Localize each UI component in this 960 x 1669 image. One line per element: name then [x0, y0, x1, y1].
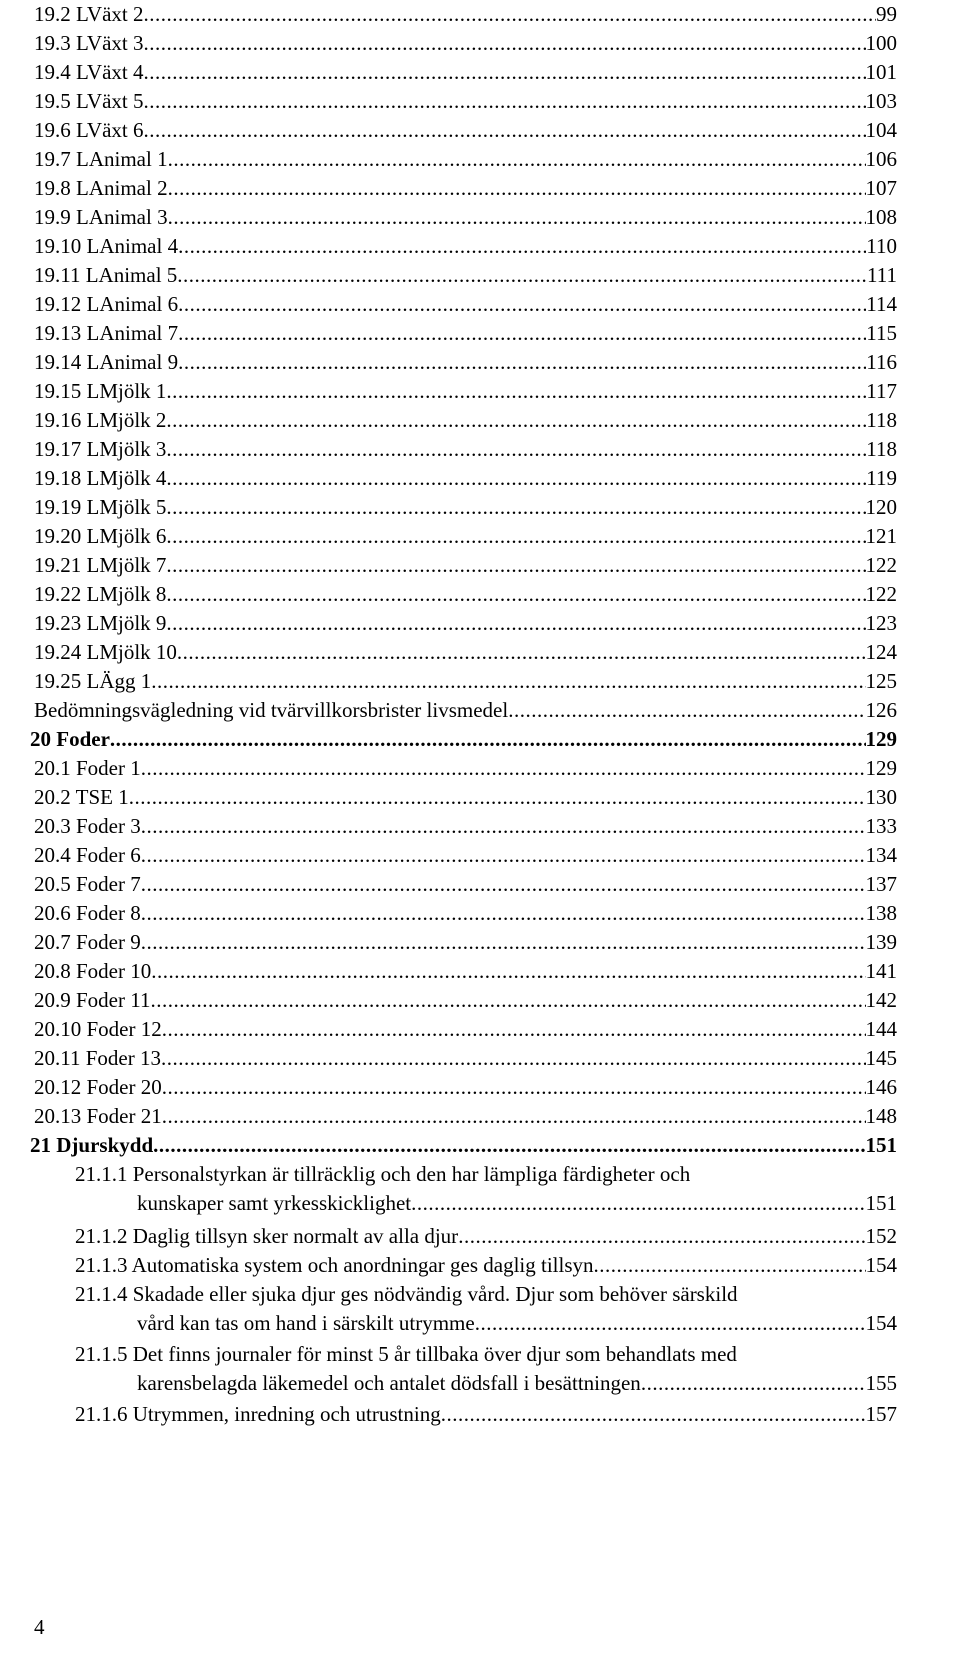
toc-entry-title: 19.9 LAnimal 3 [34, 205, 168, 229]
toc-entry[interactable] [0, 58, 960, 87]
toc-entry-page: 157 [865, 1402, 897, 1426]
toc-entry-page: 115 [866, 321, 897, 345]
toc-entry[interactable] [0, 464, 960, 493]
toc-entry-title: 21 Djurskydd [30, 1133, 154, 1157]
dot-leader [166, 406, 866, 435]
dot-leader [141, 754, 866, 783]
toc-entry-title: 21.1.5 Det finns journaler för minst 5 år tillbaka över djur som behandlats med [75, 1342, 737, 1366]
toc-entry[interactable] [0, 957, 960, 986]
toc-entry-page: 142 [865, 988, 897, 1012]
dot-leader [162, 1102, 866, 1131]
toc-entry-title: 20.4 Foder 6 [34, 843, 141, 867]
toc-entry-page: 110 [866, 234, 897, 258]
toc-entry[interactable] [0, 232, 960, 261]
dot-leader [168, 174, 866, 203]
dot-leader [110, 725, 866, 754]
toc-entry[interactable] [0, 812, 960, 841]
toc-entry-page: 154 [865, 1253, 897, 1277]
toc-entry-page: 123 [865, 611, 897, 635]
toc-entry-title: 20.11 Foder 13 [34, 1046, 161, 1070]
toc-entry-page: 120 [865, 495, 897, 519]
dot-leader [177, 261, 867, 290]
toc-entry[interactable] [0, 1102, 960, 1131]
toc-entry-title: 19.24 LMjölk 10 [34, 640, 177, 664]
toc-entry-page: 99 [876, 2, 897, 26]
toc-entry[interactable] [0, 1073, 960, 1102]
toc-entry-page: 134 [865, 843, 897, 867]
toc-entry-page: 118 [866, 437, 897, 461]
dot-leader [178, 319, 866, 348]
dot-leader [166, 580, 865, 609]
toc-entry-title: 21.1.4 Skadade eller sjuka djur ges nödvändig vård. Djur som behöver särskild [75, 1282, 738, 1306]
toc-entry-page: 155 [865, 1371, 897, 1395]
toc-entry[interactable] [0, 1251, 960, 1280]
toc-entry-title: 19.12 LAnimal 6 [34, 292, 179, 316]
toc-entry-page: 114 [866, 292, 897, 316]
toc-entry[interactable] [0, 1015, 960, 1044]
toc-entry-title-cont: vård kan tas om hand i särskilt utrymme [137, 1311, 475, 1335]
toc-entry-title: 19.18 LMjölk 4 [34, 466, 167, 490]
page-number: 4 [34, 1615, 45, 1639]
toc-entry-title: 19.11 LAnimal 5 [34, 263, 178, 287]
toc-entry[interactable] [0, 87, 960, 116]
toc-entry-title: 20.5 Foder 7 [34, 872, 141, 896]
toc-entry-title: 19.7 LAnimal 1 [34, 147, 168, 171]
toc-entry[interactable] [0, 783, 960, 812]
toc-entry-page: 141 [865, 959, 897, 983]
toc-entry-page: 137 [865, 872, 897, 896]
dot-leader [508, 696, 865, 725]
toc-entry-title: 20.2 TSE 1 [34, 785, 129, 809]
toc-entry[interactable] [0, 841, 960, 870]
toc-entry-page: 151 [865, 1191, 897, 1215]
toc-entry-title: 19.21 LMjölk 7 [34, 553, 167, 577]
toc-entry-page: 148 [865, 1104, 897, 1128]
toc-entry[interactable] [0, 638, 960, 667]
toc-entry-title-cont: karensbelagda läkemedel och antalet dödsfall i besättningen [137, 1371, 641, 1395]
toc-entry-title: 20.10 Foder 12 [34, 1017, 162, 1041]
toc-entry[interactable] [0, 348, 960, 377]
toc-entry-title: 19.19 LMjölk 5 [34, 495, 167, 519]
toc-entry-title: 19.8 LAnimal 2 [34, 176, 168, 200]
toc-entry-page: 129 [865, 756, 897, 780]
dot-leader [166, 493, 865, 522]
toc-chapter-entry[interactable] [0, 725, 960, 754]
toc-entry-page: 121 [865, 524, 897, 548]
dot-leader [161, 1044, 866, 1073]
toc-entry-title: 19.4 LVäxt 4 [34, 60, 144, 84]
dot-leader [162, 1073, 866, 1102]
toc-entry-title: 19.23 LMjölk 9 [34, 611, 167, 635]
toc-entry[interactable] [0, 928, 960, 957]
dot-leader [143, 87, 865, 116]
toc-entry-title: 20.6 Foder 8 [34, 901, 141, 925]
toc-entry[interactable] [0, 290, 960, 319]
dot-leader [168, 145, 866, 174]
toc-entry[interactable] [0, 696, 960, 725]
toc-entry-title: 20.8 Foder 10 [34, 959, 152, 983]
toc-entry[interactable] [0, 29, 960, 58]
toc-entry-title: 20.7 Foder 9 [34, 930, 141, 954]
dot-leader [153, 1131, 865, 1160]
toc-entry[interactable] [0, 522, 960, 551]
toc-entry-title: 19.14 LAnimal 9 [34, 350, 179, 374]
toc-entry-title: 19.6 LVäxt 6 [34, 118, 144, 142]
toc-entry[interactable] [0, 203, 960, 232]
toc-entry-page: 130 [865, 785, 897, 809]
dot-leader [641, 1369, 866, 1398]
toc-entry-title: 19.10 LAnimal 4 [34, 234, 179, 258]
toc-entry-page: 101 [865, 60, 897, 84]
toc-entry-title: 21.1.3 Automatiska system och anordningar ges daglig tillsyn [75, 1253, 594, 1277]
dot-leader [168, 203, 866, 232]
toc-entry-page: 118 [866, 408, 897, 432]
toc-entry-page: 152 [865, 1224, 897, 1248]
toc-entry[interactable] [0, 377, 960, 406]
toc-entry-title: 19.3 LVäxt 3 [34, 31, 144, 55]
toc-entry-title: 19.2 LVäxt 2 [34, 2, 144, 26]
dot-leader [150, 986, 865, 1015]
toc-entry-title: 21.1.6 Utrymmen, inredning och utrustning [75, 1402, 441, 1426]
toc-entry[interactable] [0, 1280, 960, 1338]
toc-entry-page: 145 [865, 1046, 897, 1070]
dot-leader [143, 0, 876, 29]
toc-entry-title: 19.20 LMjölk 6 [34, 524, 167, 548]
toc-entry-title: 21.1.1 Personalstyrkan är tillräcklig och den har lämpliga färdigheter och [75, 1162, 691, 1186]
toc-entry-title: 19.5 LVäxt 5 [34, 89, 144, 113]
toc-entry[interactable] [0, 667, 960, 696]
toc-entry[interactable] [0, 870, 960, 899]
toc-entry-title: 19.16 LMjölk 2 [34, 408, 167, 432]
toc-chapter-entry[interactable] [0, 1131, 960, 1160]
dot-leader [143, 116, 865, 145]
toc-entry-page: 124 [865, 640, 897, 664]
dot-leader [178, 290, 866, 319]
dot-leader [166, 522, 865, 551]
toc-entry-page: 117 [866, 379, 897, 403]
toc-entry[interactable] [0, 580, 960, 609]
toc-entry[interactable] [0, 435, 960, 464]
toc-entry-title: 20 Foder [30, 727, 110, 751]
toc-entry[interactable] [0, 1160, 960, 1218]
toc-entry-page: 122 [865, 582, 897, 606]
toc-entry-page: 139 [865, 930, 897, 954]
dot-leader [458, 1222, 865, 1251]
dot-leader [143, 29, 865, 58]
toc-entry-page: 104 [865, 118, 897, 142]
toc-entry[interactable] [0, 551, 960, 580]
toc-entry[interactable] [0, 261, 960, 290]
dot-leader [475, 1309, 866, 1338]
dot-leader [441, 1400, 866, 1429]
toc-entry[interactable] [0, 899, 960, 928]
toc-entry[interactable] [0, 986, 960, 1015]
toc-entry-page: 119 [866, 466, 897, 490]
toc-entry-page: 125 [865, 669, 897, 693]
toc-entry-title: 20.1 Foder 1 [34, 756, 141, 780]
dot-leader [141, 899, 866, 928]
toc-entry-page: 151 [865, 1133, 897, 1157]
toc-entry[interactable] [0, 174, 960, 203]
toc-entry-page: 107 [865, 176, 897, 200]
toc-entry[interactable] [0, 609, 960, 638]
dot-leader [178, 348, 866, 377]
toc-entry[interactable] [0, 319, 960, 348]
toc-entry-page: 116 [866, 350, 897, 374]
toc-entry-title: Bedömningsvägledning vid tvärvillkorsbrister livsmedel [34, 698, 509, 722]
toc-entry-title: 20.9 Foder 11 [34, 988, 151, 1012]
dot-leader [411, 1189, 865, 1218]
dot-leader [166, 435, 866, 464]
toc-entry[interactable] [0, 145, 960, 174]
dot-leader [166, 551, 865, 580]
dot-leader [151, 667, 865, 696]
toc-entry-title: 20.3 Foder 3 [34, 814, 141, 838]
dot-leader [141, 870, 866, 899]
toc-entry-page: 133 [865, 814, 897, 838]
dot-leader [166, 377, 866, 406]
toc-entry-page: 129 [865, 727, 897, 751]
toc-entry-title: 19.25 LÄgg 1 [34, 669, 152, 693]
toc-entry[interactable] [0, 754, 960, 783]
dot-leader [143, 58, 865, 87]
toc-entry-page: 111 [867, 263, 897, 287]
toc-entry[interactable] [0, 493, 960, 522]
toc-entry[interactable] [0, 116, 960, 145]
toc-entry-title: 20.12 Foder 20 [34, 1075, 162, 1099]
toc-entry-page: 146 [865, 1075, 897, 1099]
toc-entry[interactable] [0, 1400, 960, 1429]
toc-entry[interactable] [0, 1222, 960, 1251]
toc-entry-title: 20.13 Foder 21 [34, 1104, 162, 1128]
toc-entry[interactable] [0, 406, 960, 435]
dot-leader [141, 841, 866, 870]
toc-entry[interactable] [0, 0, 960, 29]
toc-entry-page: 144 [865, 1017, 897, 1041]
toc-entry-page: 103 [865, 89, 897, 113]
toc-entry-title: 19.15 LMjölk 1 [34, 379, 167, 403]
dot-leader [129, 783, 866, 812]
toc-entry[interactable] [0, 1044, 960, 1073]
toc-entry-title: 19.13 LAnimal 7 [34, 321, 179, 345]
dot-leader [178, 232, 866, 261]
dot-leader [166, 464, 866, 493]
dot-leader [151, 957, 865, 986]
toc-entry-title: 19.17 LMjölk 3 [34, 437, 167, 461]
toc-entry-page: 122 [865, 553, 897, 577]
toc-entry-title: 21.1.2 Daglig tillsyn sker normalt av alla djur [75, 1224, 459, 1248]
dot-leader [162, 1015, 866, 1044]
toc-entry-page: 108 [865, 205, 897, 229]
dot-leader [177, 638, 866, 667]
toc-entry-page: 100 [865, 31, 897, 55]
dot-leader [141, 812, 866, 841]
dot-leader [594, 1251, 866, 1280]
toc-entry-page: 106 [865, 147, 897, 171]
dot-leader [141, 928, 866, 957]
toc-entry-page: 126 [865, 698, 897, 722]
dot-leader [166, 609, 865, 638]
toc-entry-page: 154 [865, 1311, 897, 1335]
toc-entry[interactable] [0, 1340, 960, 1398]
toc-entry-title: 19.22 LMjölk 8 [34, 582, 167, 606]
toc-entry-page: 138 [865, 901, 897, 925]
toc-entry-title-cont: kunskaper samt yrkesskicklighet [137, 1191, 412, 1215]
